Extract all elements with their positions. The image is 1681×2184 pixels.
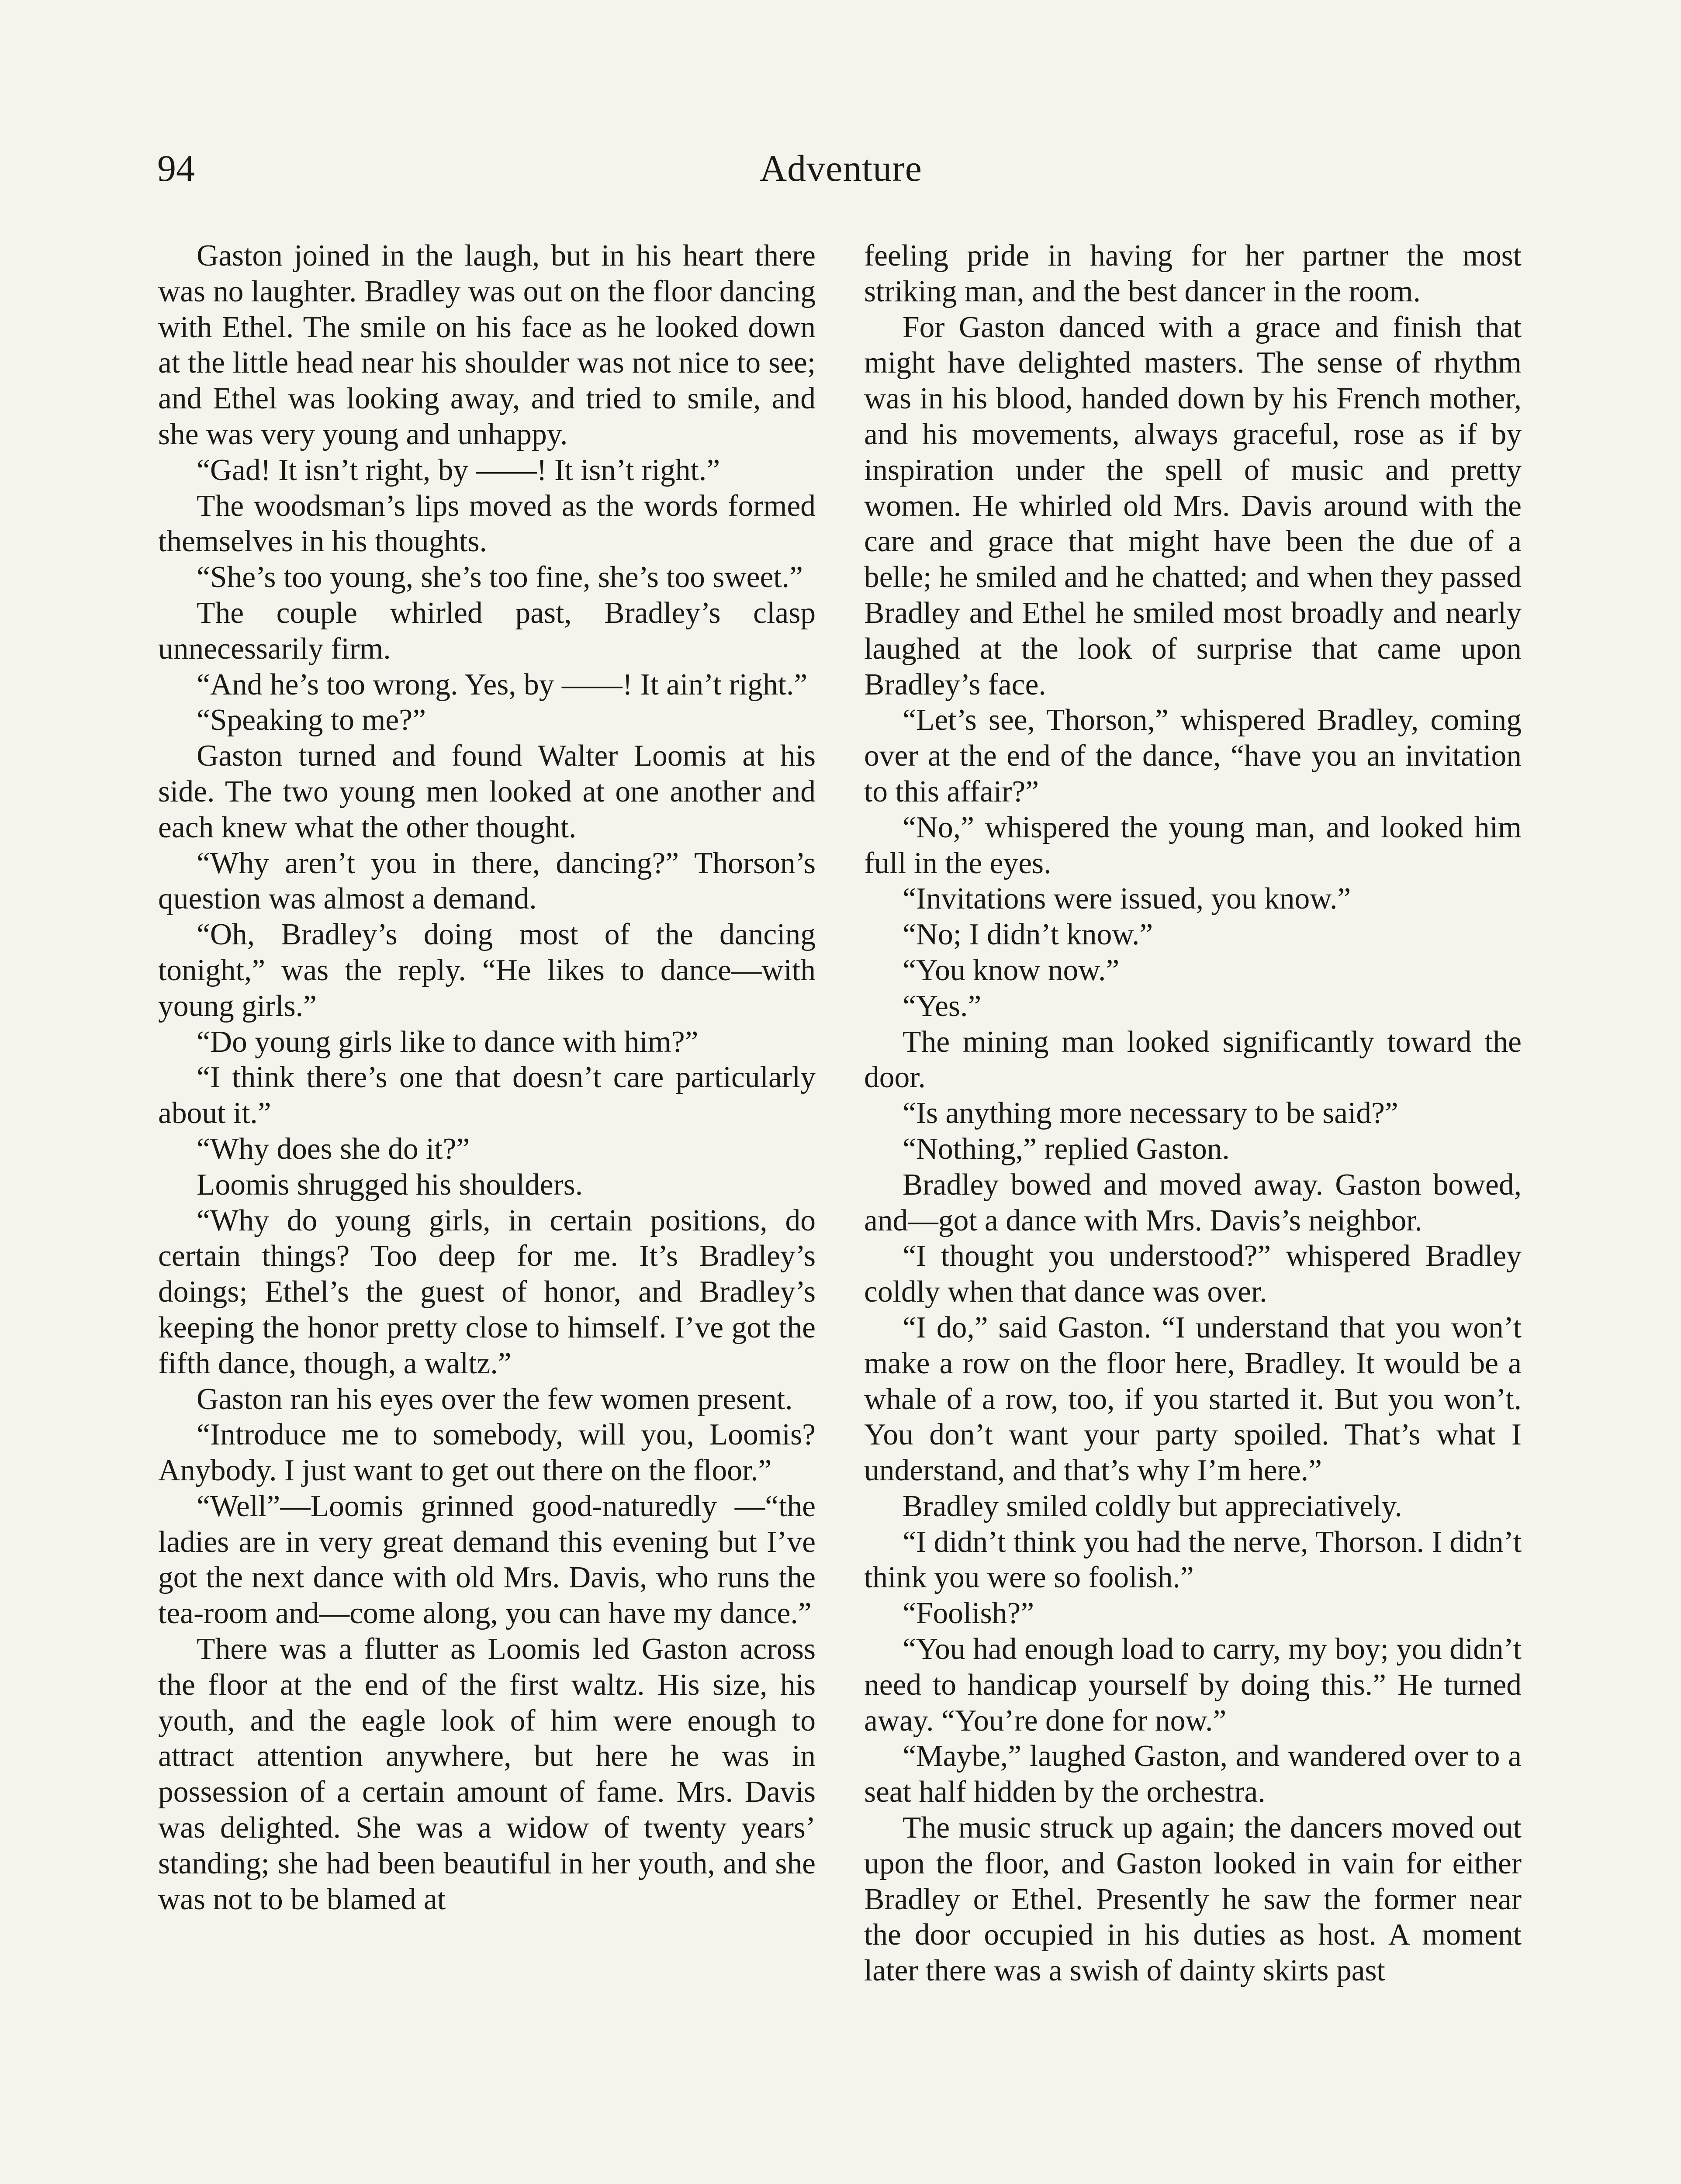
paragraph: “Introduce me to somebody, will you, Loomis? Anybody. I just want to get out there on the floor.”	[158, 1418, 816, 1488]
paragraph: Gaston ran his eyes over the few women present.	[197, 1382, 793, 1416]
paragraph: “No,” whispered the young man, and looked him full in the eyes.	[864, 810, 1522, 880]
paragraph: “She’s too young, she’s too fine, she’s too sweet.”	[197, 560, 803, 594]
paragraph-continuation: feeling pride in having for her partner the most striking man, and the best dancer in the room.	[864, 239, 1522, 308]
paragraph: The couple whirled past, Bradley’s clasp unnecessarily firm.	[158, 596, 816, 666]
paragraph: “I thought you understood?” whispered Bradley coldly when that dance was over.	[864, 1239, 1522, 1309]
left-column	[158, 238, 816, 1917]
paragraph: The woodsman’s lips moved as the words formed themselves in his thoughts.	[158, 489, 816, 559]
paragraph: Gaston joined in the laugh, but in his heart there was no laughter. Bradley was out on the floor dancing with Ethel. The smile on his face as he looked down at the little head near his shoulder was not nice to see; and Ethel was looking away, and tried to smile, and she was very young and unhappy.	[158, 239, 816, 451]
paragraph: “You had enough load to carry, my boy; you didn’t need to handicap yourself by doing this.” He turned away. “You’re done for now.”	[864, 1632, 1522, 1738]
paragraph: “Maybe,” laughed Gaston, and wandered over to a seat half hidden by the orchestra.	[864, 1739, 1522, 1809]
paragraph: “Why does she do it?”	[197, 1132, 470, 1166]
paragraph: “Speaking to me?”	[197, 703, 426, 737]
paragraph: “Invitations were issued, you know.”	[903, 882, 1351, 916]
paragraph: “Foolish?”	[903, 1597, 1034, 1631]
paragraph: “Let’s see, Thorson,” whispered Bradley, coming over at the end of the dance, “have you an invitation to this affair?”	[864, 703, 1522, 809]
paragraph: “Is anything more necessary to be said?”	[903, 1096, 1398, 1130]
paragraph: Bradley smiled coldly but appreciatively.	[903, 1489, 1402, 1523]
paragraph: “I do,” said Gaston. “I understand that you won’t make a row on the floor here, Bradley. It would be a whale of a row, too, if you started it. But you won’t. You don’t want your party spoiled. That’s what I understand, and that’s why I’m here.”	[864, 1310, 1522, 1488]
paragraph: “Why aren’t you in there, dancing?” Thorson’s question was almost a demand.	[158, 846, 816, 916]
paragraph: “Yes.”	[903, 989, 982, 1023]
paragraph: “Do young girls like to dance with him?”	[197, 1025, 699, 1059]
right-column	[864, 238, 1522, 1989]
paragraph: Loomis shrugged his shoulders.	[197, 1168, 583, 1202]
paragraph: The mining man looked significantly toward the door.	[864, 1025, 1522, 1095]
paragraph: “I think there’s one that doesn’t care particularly about it.”	[158, 1061, 816, 1130]
paragraph: “And he’s too wrong. Yes, by ——! It ain’t right.”	[197, 667, 808, 702]
paragraph: Bradley bowed and moved away. Gaston bowed, and—got a dance with Mrs. Davis’s neighbor.	[864, 1168, 1522, 1237]
paragraph: There was a flutter as Loomis led Gaston across the floor at the end of the first waltz. His size, his youth, and the eagle look of him were enough to attract attention anywhere, but here he was in possession of a certain amount of fame. Mrs. Davis was delighted. She was a widow of twenty years’ standing; she had been beautiful in her youth, and she was not to be blamed at	[158, 1632, 816, 1916]
paragraph: “Gad! It isn’t right, by ——! It isn’t right.”	[197, 453, 720, 487]
paragraph: “You know now.”	[903, 953, 1120, 987]
paragraph: “No; I didn’t know.”	[903, 918, 1153, 952]
running-title: Adventure	[760, 147, 922, 189]
paragraph: Gaston turned and found Walter Loomis at his side. The two young men looked at one another and each knew what the other thought.	[158, 739, 816, 844]
paragraph: For Gaston danced with a grace and finish that might have delighted masters. The sense of rhythm was in his blood, handed down by his French mother, and his movements, always graceful, rose as if by inspiration under the spell of music and pretty women. He whirled old Mrs. Davis around with the care and grace that might have been the due of a belle; he smiled and he chatted; and when they passed Bradley and Ethel he smiled most broadly and nearly laughed at the look of surprise that came upon Bradley’s face.	[864, 310, 1522, 702]
paragraph: “Oh, Bradley’s doing most of the dancing tonight,” was the reply. “He likes to dance—with young girls.”	[158, 918, 816, 1023]
paragraph: “Well”—Loomis grinned good-naturedly —“the ladies are in very great demand this evening but I’ve got the next dance with old Mrs. Davis, who runs the tea-room and—come along, you can have my dance.”	[158, 1489, 816, 1631]
paragraph: “Nothing,” replied Gaston.	[903, 1132, 1230, 1166]
paragraph: “Why do young girls, in certain positions, do certain things? Too deep for me. It’s Bradley’s doings; Ethel’s the guest of honor, and Bradley’s keeping the honor pretty close to himself. I’ve got the fifth dance, though, a waltz.”	[158, 1203, 816, 1380]
paragraph: “I didn’t think you had the nerve, Thorson. I didn’t think you were so foolish.”	[864, 1525, 1522, 1595]
page-header	[157, 144, 1525, 205]
paragraph: The music struck up again; the dancers moved out upon the floor, and Gaston looked in vain for either Bradley or Ethel. Presently he saw the former near the door occupied in his duties as host. A moment later there was a swish of dainty skirts past	[864, 1811, 1522, 1988]
page-number: 94	[157, 147, 195, 189]
